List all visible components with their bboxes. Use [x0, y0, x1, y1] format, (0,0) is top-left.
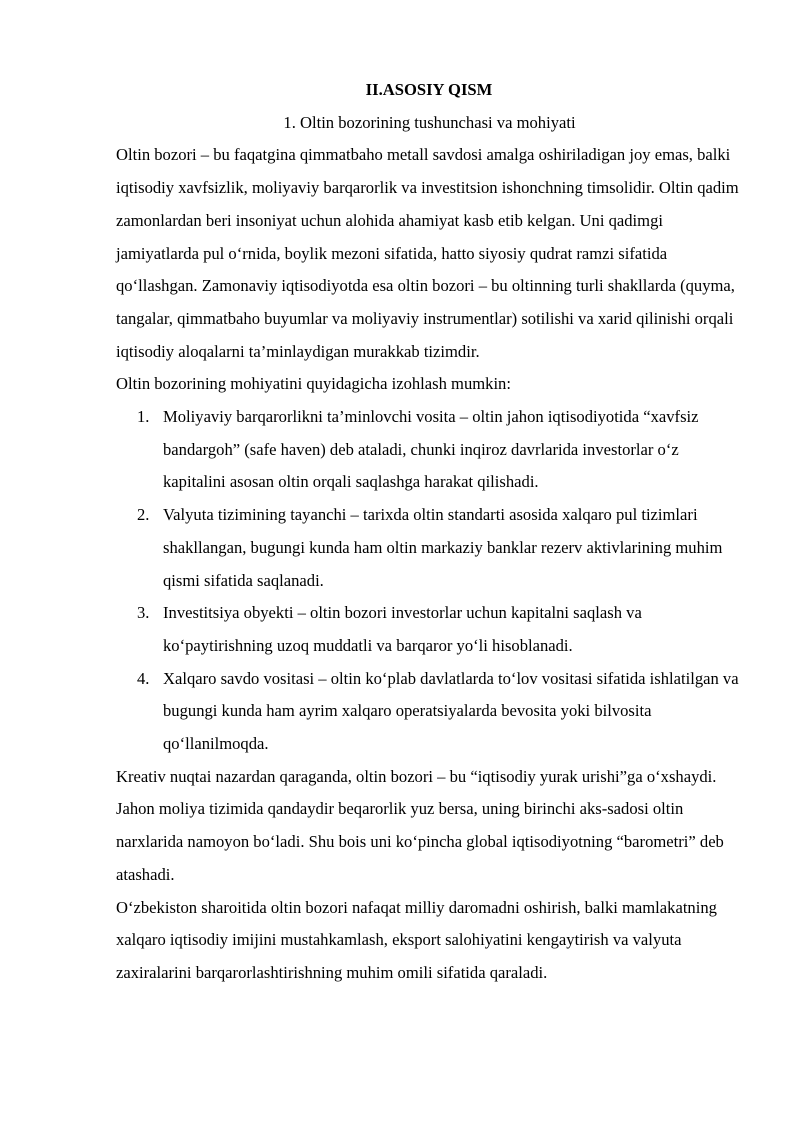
list-item-number: 2.	[137, 505, 150, 525]
document-page	[116, 74, 740, 990]
list-item	[116, 401, 740, 499]
essence-list	[116, 401, 740, 761]
list-intro-paragraph: Oltin bozorining mohiyatini quyidagicha izohlash mumkin:	[116, 374, 511, 394]
section-subtitle: 1. Oltin bozorining tushunchasi va mohiyati	[283, 112, 576, 132]
list-item-number: 4.	[137, 668, 150, 688]
creative-paragraph: Kreativ nuqtai nazardan qaraganda, oltin bozori – bu “iqtisodiy yurak urishi”ga o‘xshaydi. Jahon moliya tizimida qandaydir beqarorlik yuz bersa, uning birinchi aks-sadosi oltin narxlarida namoyon bo‘ladi. Shu bois uni ko‘pincha global iqtisodiyotning “barometri” deb atashadi.	[116, 766, 724, 884]
list-item-text: Moliyaviy barqarorlikni ta’minlovchi vosita – oltin jahon iqtisodiyotida “xavfsiz bandargoh” (safe haven) deb ataladi, chunki inqiroz davrlarida investorlar o‘z kapitalini asosan oltin orqali saqlashga harakat qilishadi.	[163, 407, 699, 492]
list-item	[116, 663, 740, 761]
list-item-text: Valyuta tizimining tayanchi – tarixda oltin standarti asosida xalqaro pul tizimlari shakllangan, bugungi kunda ham oltin markaziy banklar rezerv aktivlarining muhim qismi sifatida saqlanadi.	[163, 505, 723, 590]
uzbekistan-paragraph: O‘zbekiston sharoitida oltin bozori nafaqat milliy daromadni oshirish, balki mamlakatning xalqaro iqtisodiy imijini mustahkamlash, eksport salohiyatini kengaytirish va valyuta zaxiralarini barqarorlashtirishning muhim omili sifatida qaraladi.	[116, 897, 717, 982]
list-item-text: Investitsiya obyekti – oltin bozori investorlar uchun kapitalni saqlash va ko‘paytirishning uzoq muddatli va barqaror yo‘li hisoblanadi.	[163, 603, 642, 655]
list-item-text: Xalqaro savdo vositasi – oltin ko‘plab davlatlarda to‘lov vositasi sifatida ishlatilgan va bugungi kunda ham ayrim xalqaro operatsiyalarda bevosita yoki bilvosita qo‘llanilmoqda.	[163, 668, 739, 754]
list-item	[116, 597, 740, 662]
section-title: II.ASOSIY QISM	[365, 80, 493, 99]
list-item-number: 1.	[137, 407, 150, 427]
list-item	[116, 499, 740, 597]
intro-paragraph: Oltin bozori – bu faqatgina qimmatbaho metall savdosi amalga oshiriladigan joy emas, balki iqtisodiy xavfsizlik, moliyaviy barqarorlik va investitsion ishonchning timsolidir. Oltin qadim zamonlardan beri insoniyat uchun alohida ahamiyat kasb etib kelgan. Uni qadimgi jamiyatlarda pul o‘rnida, boylik mezoni sifatida, hatto siyosiy qudrat ramzi sifatida qo‘llashgan. Zamonaviy iqtisodiyotda esa oltin bozori – bu oltinning turli shakllarda (quyma, tangalar, qimmatbaho buyumlar va moliyaviy instrumentlar) sotilishi va xarid qilinishi orqali iqtisodiy aloqalarni ta’minlaydigan murakkab tizimdir.	[116, 145, 739, 361]
list-item-number: 3.	[137, 603, 150, 623]
